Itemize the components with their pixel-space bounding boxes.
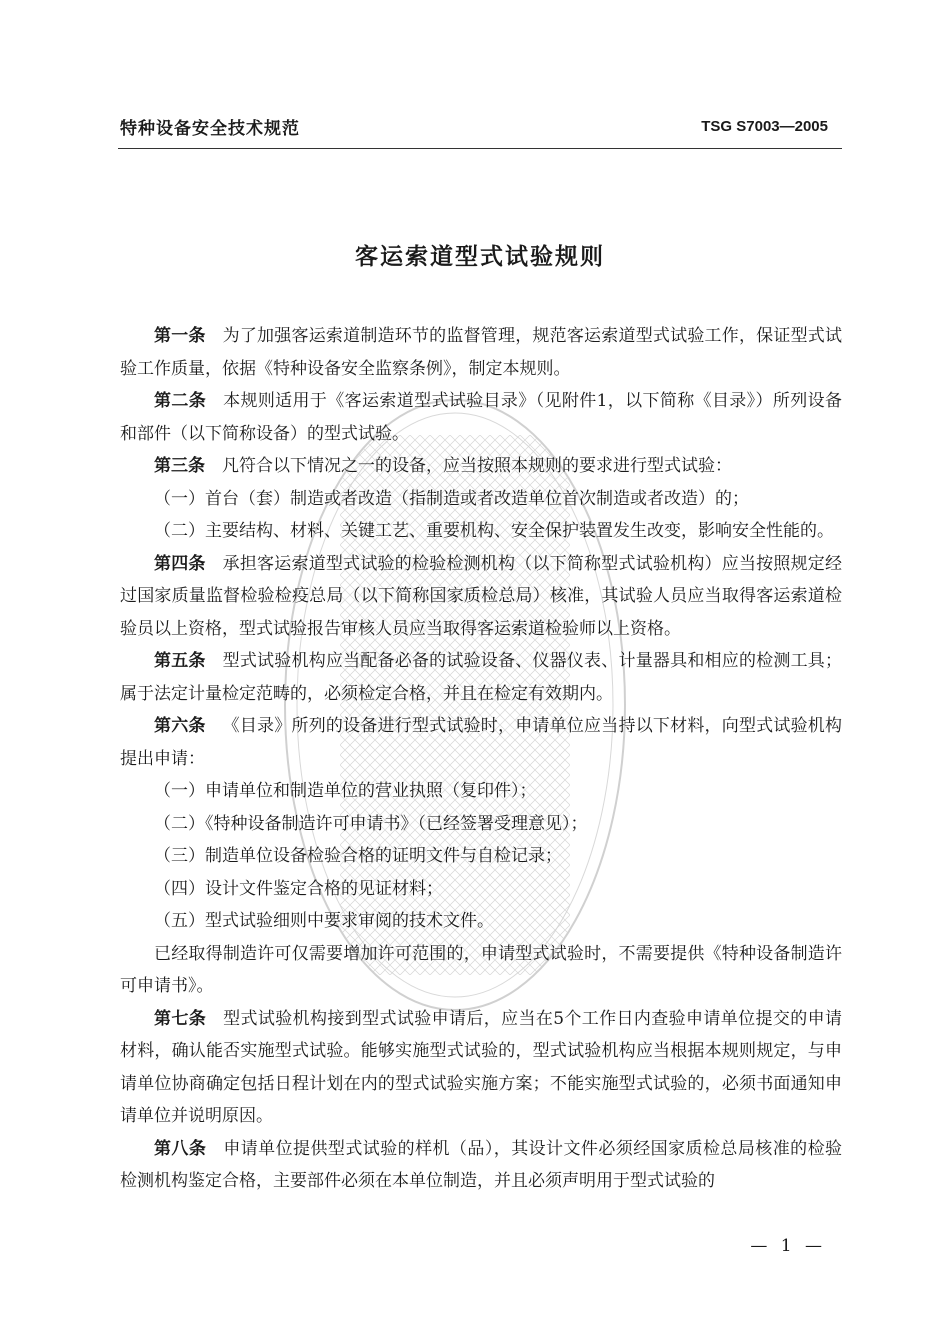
list-item-text: （三）制造单位设备检验合格的证明文件与自检记录； (154, 846, 562, 866)
article-label: 第四条 (154, 553, 206, 574)
article-5 (120, 645, 842, 710)
header-standard-code: TSG S7003—2005 (701, 118, 828, 135)
article-7 (120, 1003, 842, 1133)
article-3 (120, 450, 842, 483)
paragraph (120, 938, 842, 1003)
article-label: 第七条 (154, 1008, 207, 1029)
list-item (120, 483, 842, 516)
article-text: 承担客运索道型式试验的检验检测机构（以下简称型式试验机构）应当按照规定经过国家质量监督检验检疫总局（以下简称国家质检总局）核准，其试验人员应当取得客运索道检验员以上资格，型式试验报告审核人员应当取得客运索道检验师以上资格。 (120, 553, 843, 639)
article-text: 型式试验机构应当配备必备的试验设备、仪器仪表、计量器具和相应的检测工具；属于法定计量检定范畴的，必须检定合格，并且在检定有效期内。 (120, 651, 843, 704)
article-label: 第一条 (154, 326, 206, 346)
list-item-text: （一）申请单位和制造单位的营业执照（复印件）； (154, 781, 537, 801)
list-item (120, 515, 842, 548)
article-6 (120, 710, 842, 775)
document-title: 客运索道型式试验规则 (355, 244, 605, 270)
list-item-text: （五）型式试验细则中要求审阅的技术文件。 (154, 911, 494, 931)
paragraph-text: 已经取得制造许可仅需要增加许可范围的，申请型式试验时，不需要提供《特种设备制造许可申请书》。 (120, 943, 842, 996)
article-8 (120, 1133, 842, 1198)
article-text: 《目录》所列的设备进行型式试验时，申请单位应当持以下材料，向型式试验机构提出申请： (120, 716, 843, 769)
article-text: 本规则适用于《客运索道型式试验目录》（见附件1，以下简称《目录》）所列设备和部件（以下简称设备）的型式试验。 (120, 391, 842, 444)
article-text: 申请单位提供型式试验的样机（品），其设计文件必须经国家质检总局核准的检验检测机构鉴定合格，主要部件必须在本单位制造，并且必须声明用于型式试验的 (120, 1138, 843, 1191)
header-divider (118, 148, 842, 149)
list-item-text: （一）首台（套）制造或者改造（指制造或者改造单位首次制造或者改造）的； (154, 488, 749, 509)
article-label: 第二条 (154, 391, 207, 411)
list-item-text: （二）《特种设备制造许可申请书》（已经签署受理意见）； (154, 813, 588, 834)
list-item (120, 840, 842, 873)
article-label: 第五条 (154, 651, 206, 671)
list-item (120, 873, 842, 906)
article-1 (120, 320, 842, 385)
list-item (120, 775, 842, 808)
article-text: 凡符合以下情况之一的设备，应当按照本规则的要求进行型式试验： (222, 456, 732, 476)
list-item (120, 905, 842, 938)
article-text: 型式试验机构接到型式试验申请后，应当在5个工作日内查验申请单位提交的申请材料，确认能否实施型式试验。能够实施型式试验的，型式试验机构应当根据本规则规定，与申请单位协商确定包括日程计划在内的型式试验实施方案；不能实施型式试验的，必须书面通知申请单位并说明原因。 (120, 1008, 842, 1126)
article-4 (120, 548, 842, 646)
article-label: 第六条 (154, 716, 206, 736)
list-item-text: （二）主要结构、材料、关键工艺、重要机构、安全保护装置发生改变，影响安全性能的。 (154, 521, 834, 541)
document-body (120, 320, 842, 1198)
article-label: 第八条 (154, 1138, 207, 1159)
list-item (120, 808, 842, 841)
list-item-text: （四）设计文件鉴定合格的见证材料； (154, 878, 443, 899)
page-number: — 1 — (750, 1236, 826, 1256)
article-2 (120, 385, 842, 450)
header-series-title: 特种设备安全技术规范 (120, 119, 300, 139)
article-label: 第三条 (154, 456, 205, 476)
article-text: 为了加强客运索道制造环节的监督管理，规范客运索道型式试验工作，保证型式试验工作质量，依据《特种设备安全监察条例》，制定本规则。 (120, 326, 843, 379)
